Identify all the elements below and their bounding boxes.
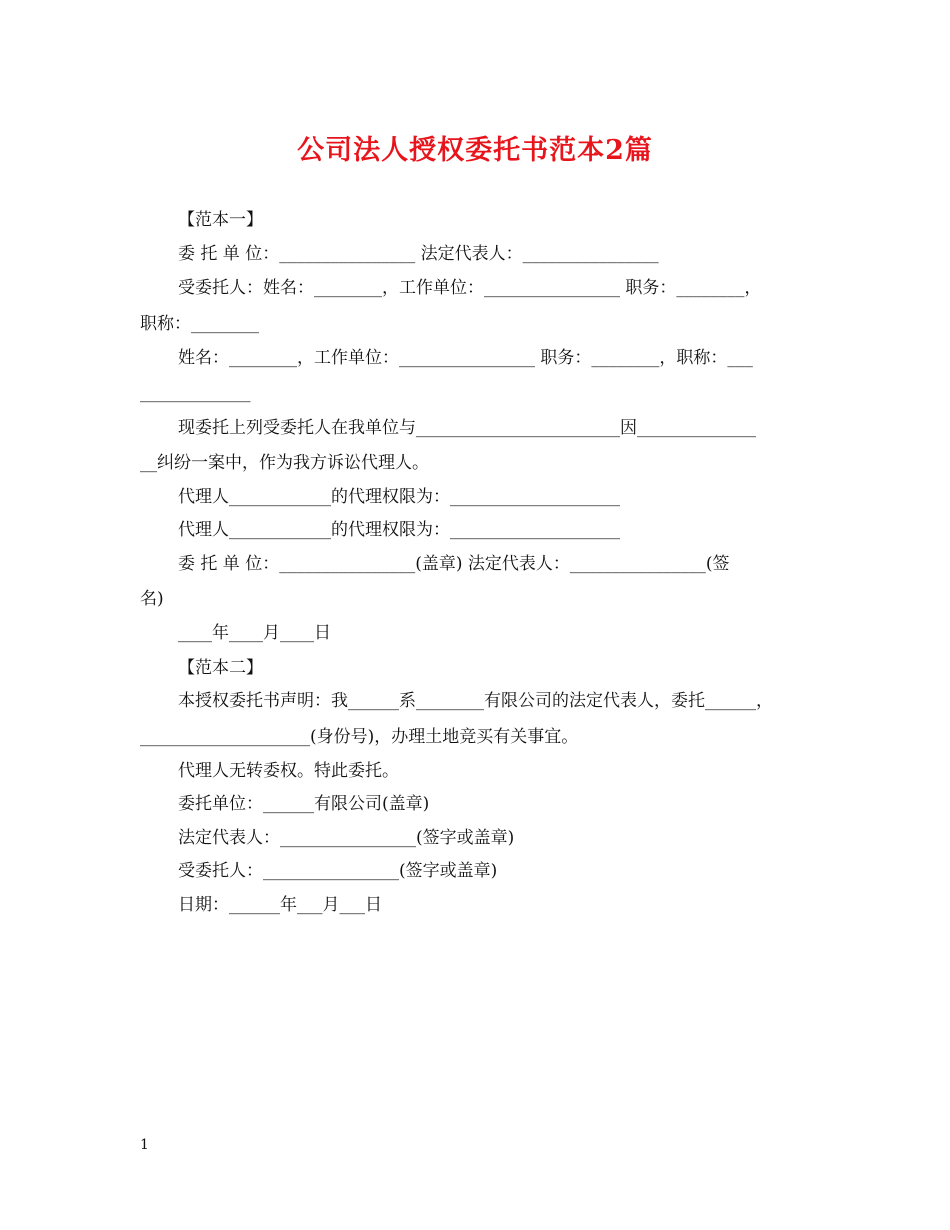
sample2-line: 代理人无转委权。特此委托。 [178, 761, 399, 781]
sample1-line: 代理人____________的代理权限为：____________________ [178, 520, 620, 540]
sample1-line: 委 托 单 位：________________ 法定代表人：________________ [178, 244, 659, 264]
sample2-date-line: 日期：______年___月___日 [178, 895, 382, 915]
sample1-line: __纠纷一案中，作为我方诉讼代理人。 [140, 453, 429, 473]
sample1-line: 现委托上列受委托人在我单位与________________________因______________ [178, 418, 756, 438]
sample1-line: 职称：________ [140, 314, 259, 334]
document-title: 公司法人授权委托书范本2篇 [297, 135, 653, 166]
sample2-heading: 【范本二】 [178, 658, 263, 678]
sample1-line: _____________ [140, 383, 251, 403]
sample2-line: 委托单位：______有限公司(盖章) [178, 794, 430, 814]
sample2-line: 法定代表人：________________(签字或盖章) [178, 828, 515, 848]
sample2-line: 受委托人：________________(签字或盖章) [178, 861, 498, 881]
sample1-date-line: ____年____月____日 [178, 623, 331, 643]
sample1-line: 委 托 单 位：________________(盖章) 法定代表人：________________(签 [178, 554, 730, 574]
sample1-line: 名) [140, 589, 164, 609]
sample2-line: ____________________(身份号)，办理土地竞买有关事宜。 [140, 727, 579, 747]
sample1-heading: 【范本一】 [178, 210, 263, 230]
sample2-line: 本授权委托书声明：我______系________有限公司的法定代表人，委托______， [178, 691, 773, 711]
sample1-line: 姓名：________，工作单位：________________ 职务：________，职称：___ [178, 348, 753, 368]
sample1-line: 代理人____________的代理权限为：____________________ [178, 487, 620, 507]
page-number: 1 [140, 1137, 149, 1153]
sample1-line: 受委托人：姓名：________，工作单位：________________ 职务：________， [178, 278, 762, 298]
